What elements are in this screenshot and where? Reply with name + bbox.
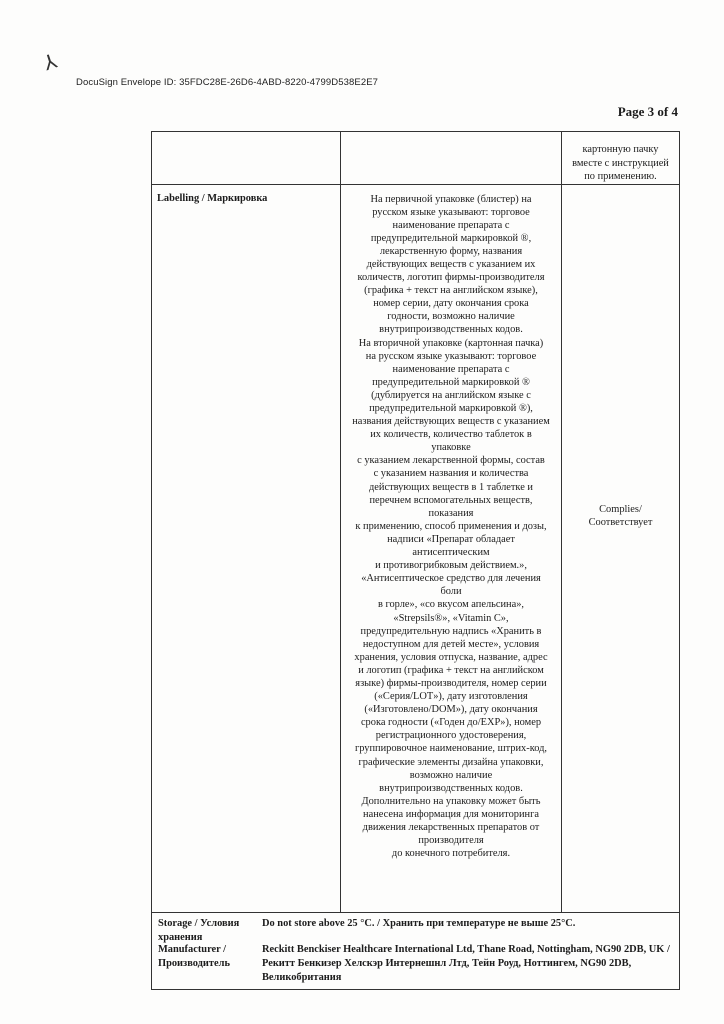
storage-label: Storage / Условия хранения (158, 917, 240, 943)
manufacturer-label: Manufacturer / Производитель (158, 943, 230, 969)
empty-cell (341, 132, 562, 185)
storage-value: Do not store above 25 °C. / Хранить при температуре не выше 25°C. (262, 917, 576, 929)
specification-table (151, 131, 680, 990)
docusign-envelope-id: DocuSign Envelope ID: 35FDC28E-26D6-4ABD-8220-4799D538E2E7 (76, 77, 379, 88)
complies-text: Complies/ Соответствует (588, 503, 653, 528)
continued-result-text (562, 132, 680, 185)
empty-cell (152, 132, 341, 185)
labelling-label: Labelling / Маркировка (152, 184, 341, 912)
page-number: Page 3 of 4 (617, 104, 678, 119)
manufacturer-value: Reckitt Benckiser Healthcare International Ltd, Thane Road, Nottingham, NG90 2DB, UK / Рекитт Бенкизер Хелскэр Интернешнл Лтд, Тейн Роуд, Ноттингем, NG90 2DB, Великобритания (262, 943, 670, 983)
table-row-labelling (152, 184, 680, 912)
storage-manufacturer-cell (152, 912, 680, 989)
labelling-result (562, 184, 680, 912)
handwritten-mark: ⅄ (40, 48, 60, 76)
labelling-requirements: На первичной упаковке (блистер) на русском языке указывают: торговое наименование препарата с предупредительной маркировкой ®, лекарственную форму, названия действующих веществ с указанием их количеств, логотип фирмы-производителя (графика + текст на английском языке), номер серии, дату окончания срока годности, возможно наличие внутрипроизводственных кодов. На вторичной упаковке (картонная пачка) на русском языке указывают: торговое наименование препарата с предупредительной маркировкой ® (дублируется на английском языке с предупредительной маркировкой ®), названия действующих веществ с указанием их количеств, количество таблеток в упаковке с указанием лекарственной формы, состав с указанием названия и количества действующих веществ в 1 таблетке и перечнем вспомогательных веществ, показания к применению, способ применения и дозы, надписи «Препарат обладает антисептическим и противогрибковым действием.», «Антисептическое средство для лечения боли в горле», «со вкусом апельсина», «Strepsils®», «Vitamin C», предупредительную надпись «Хранить в недоступном для детей месте», условия хранения, условия отпуска, название, адрес и логотип (графика + текст на английском языке) фирмы-производителя, номер серии («Серия/LOT»), дату изготовления («Изготовлено/DOM»), дату окончания срока годности («Годен до/EXP»), номер регистрационного удостоверения, группировочное наименование, штрих-код, графические элементы дизайна упаковки, возможно наличие внутрипроизводственных кодов. Дополнительно на упаковку может быть нанесена информация для мониторинга движения лекарственных препаратов от производителя до конечного потребителя. (341, 184, 562, 912)
table-row-continued (152, 132, 680, 185)
continued-text: картонную пачку вместе с инструкцией по применению. (572, 144, 669, 182)
table-row-storage-manufacturer (152, 912, 680, 989)
